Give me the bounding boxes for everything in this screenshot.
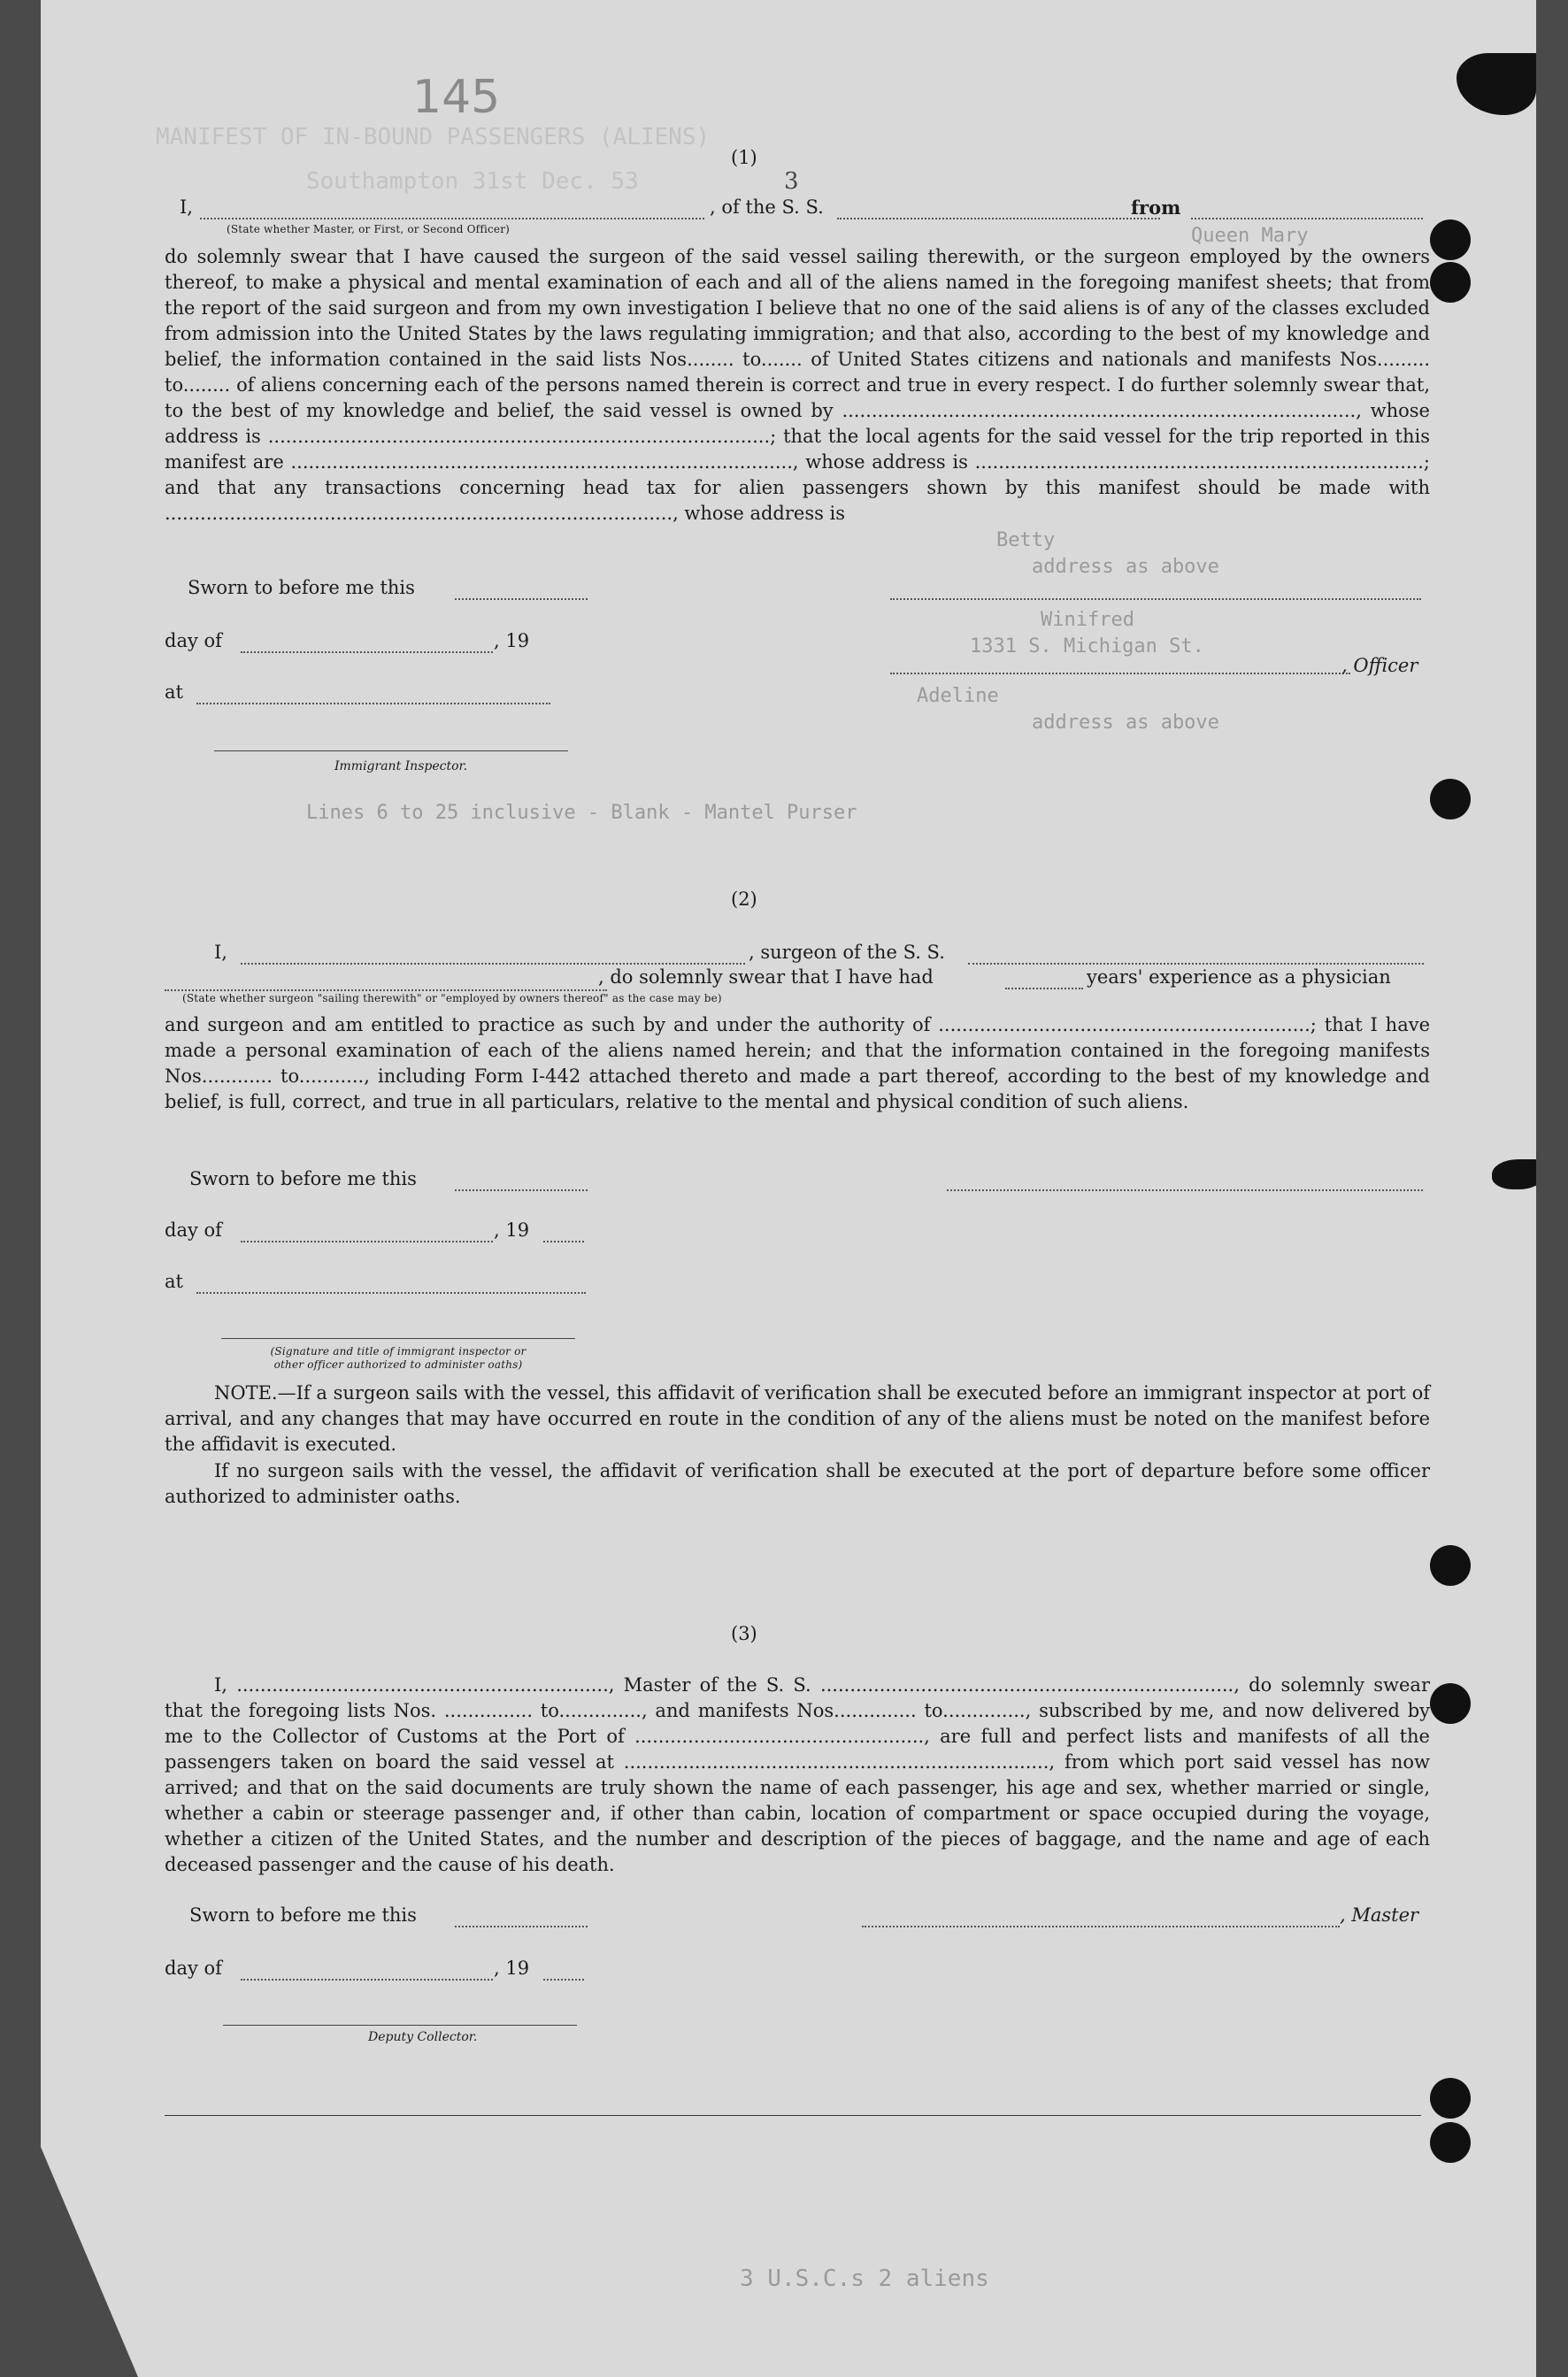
blank-at-place xyxy=(196,703,550,704)
blank-surgeon-name xyxy=(241,963,745,965)
section2-swear: , do solemnly swear that I have had xyxy=(598,966,934,988)
section2-note: NOTE.—If a surgeon sails with the vessel, this affidavit of verification shall be executed before an immigrant inspector at port of arrival, and any changes that may have occurred en route in the condition of any of the aliens must be noted on the manifest before the affidavit is executed. xyxy=(165,1382,1430,1455)
section2-sworn: Sworn to before me this xyxy=(189,1168,417,1189)
section2-day-of: day of xyxy=(165,1219,222,1241)
officer-signature-line xyxy=(890,598,1421,600)
bleed-footer: 3 U.S.C.s 2 aliens xyxy=(740,2265,989,2292)
blank-day-month xyxy=(241,651,493,653)
section1-number: (1) xyxy=(731,147,757,168)
master-signature-line xyxy=(862,1926,1340,1927)
section2-signature-caption-1: (Signature and title of immigrant inspector or xyxy=(270,1345,527,1358)
section1-of-ss: , of the S. S. xyxy=(710,196,824,218)
blank-s2-year xyxy=(543,1241,584,1242)
handwritten-number: 145 xyxy=(412,71,501,124)
section3-master: , Master xyxy=(1340,1904,1419,1926)
blank-sworn-date xyxy=(455,598,588,600)
section1-at: at xyxy=(165,681,183,703)
bleed-name-2: Winifred xyxy=(1041,609,1134,631)
blank-s3-day xyxy=(241,1979,493,1981)
section3-year: , 19 xyxy=(494,1958,530,1979)
section2-surgeon: , surgeon of the S. S. xyxy=(749,942,945,963)
manifest-page xyxy=(41,0,1536,2377)
punch-hole-6 xyxy=(1430,2078,1471,2119)
blank-ship-name xyxy=(837,218,1160,219)
bleed-address-3: address as above xyxy=(1032,712,1219,734)
section2-years: years' experience as a physician xyxy=(1087,966,1391,988)
bleed-address-1: address as above xyxy=(1032,556,1219,578)
punch-hole-2 xyxy=(1430,262,1471,303)
section1-officer: , Officer xyxy=(1341,655,1418,676)
blank-s3-year xyxy=(543,1979,584,1981)
punch-hole-7 xyxy=(1430,2122,1471,2163)
section3-day-of: day of xyxy=(165,1958,222,1979)
inspector-signature-line xyxy=(214,750,568,751)
surgeon-signature-line xyxy=(947,1189,1423,1191)
section1-inspector-caption: Immigrant Inspector. xyxy=(334,759,468,773)
torn-corner xyxy=(1457,53,1536,115)
section1-from: from xyxy=(1131,196,1181,219)
bleed-name-3: Adeline xyxy=(917,685,999,707)
section3-sworn: Sworn to before me this xyxy=(189,1904,417,1926)
blank-officer-name xyxy=(200,218,704,219)
section1-paragraph: do solemnly swear that I have caused the surgeon of the said vessel sailing therewith, or the surgeon employed by the owners thereof, to make a physical and mental examination of each and all of the aliens named in the foregoing manifest sheets; that from the report of the said surgeon and from my own investigation I believe that no one of the said aliens is of any of the classes excluded from admission into the United States by the laws regulating immigration; and that also, according to the best of my knowledge and belief, the information contained in the said lists Nos........ to....... of United States citizens and nationals and manifests Nos......... to........ of aliens concerning each of the persons named therein is correct and true in every respect. I do further solemnly swear that, to the best of my knowledge and belief, the said vessel is owned by ......................................................................................., whose address is .....................................................................................; that the local agents for the said vessel for the trip reported in this manifest are ....................................................................................., whose address is ............................................................................; and that any transactions concerning head tax for alien passengers shown by this manifest should be made with ......................................................................................, whose address is xyxy=(165,246,1430,524)
section2-i: I, xyxy=(214,942,227,963)
punch-hole-5 xyxy=(1430,1683,1471,1724)
blank-surgeon-status xyxy=(165,989,607,991)
section2-note2: If no surgeon sails with the vessel, the affidavit of verification shall be executed at the port of departure before some officer authorized to administer oaths. xyxy=(165,1460,1430,1507)
section3-deputy-caption: Deputy Collector. xyxy=(368,2030,478,2044)
bleed-purser-line: Lines 6 to 25 inclusive - Blank - Mantel Purser xyxy=(306,802,857,824)
s2-signature-line xyxy=(221,1338,575,1339)
section2-at: at xyxy=(165,1271,183,1292)
section2-year: , 19 xyxy=(494,1219,530,1241)
section1-year: , 19 xyxy=(494,630,530,651)
deputy-signature-line xyxy=(223,2025,577,2026)
blank-from-port xyxy=(1191,218,1423,219)
punch-hole-4 xyxy=(1430,1545,1471,1586)
ink-blot xyxy=(1492,1159,1536,1189)
section1-state-note: (State whether Master, or First, or Second Officer) xyxy=(227,223,511,235)
blank-surgeon-ship xyxy=(968,963,1424,965)
punch-hole-3 xyxy=(1430,779,1471,819)
handwritten-mark: 3 xyxy=(784,168,799,195)
bleed-name-1: Betty xyxy=(996,529,1056,551)
section2-state-note: (State whether surgeon "sailing therewith" or "employed by owners thereof" as the case may be) xyxy=(182,992,722,1004)
blank-s2-at xyxy=(196,1292,586,1294)
bottom-rule xyxy=(165,2115,1421,2116)
punch-hole-1 xyxy=(1430,219,1471,260)
section3-paragraph: I, ..............................................................., Master of the S. S. ......................................................................, do solemnly swear that the foregoing lists Nos. ............... to.............., and manifests Nos.............. to.............., subscribed by me, and now delivered by me to the Collector of Customs at the Port of ................................................., are full and perfect lists and manifests of all the passengers taken on board the said vessel at ........................................................................, from which port said vessel has now arrived; and that on the said documents are truly shown the name of each passenger, his age and sex, whether married or single, whether a cabin or steerage passenger and, if other than cabin, location of compartment or space occupied during the voyage, whether a citizen of the United States, and the number and description of the pieces of baggage, and the name and age of each deceased passenger and the cause of his death. xyxy=(165,1674,1430,1875)
header-bleed-1: MANIFEST OF IN-BOUND PASSENGERS (ALIENS) xyxy=(156,124,711,150)
section1-oath-start: I, xyxy=(180,196,193,218)
bleed-address-2: 1331 S. Michigan St. xyxy=(970,635,1204,658)
blank-s2-sworn xyxy=(455,1189,588,1191)
section3-number: (3) xyxy=(731,1623,757,1644)
section2-signature-caption-2: other officer authorized to administer oaths) xyxy=(273,1358,523,1371)
blank-years xyxy=(1005,988,1083,989)
section1-sworn: Sworn to before me this xyxy=(188,577,415,598)
section2-paragraph: and surgeon and am entitled to practice as such by and under the authority of ...............................................................; that I have made a personal examination of each of the aliens named herein; and that the information contained in the foregoing manifests Nos............ to..........., including Form I-442 attached thereto and made a part thereof, according to the best of my knowledge and belief, is full, correct, and true in all particulars, relative to the mental and physical condition of such aliens. xyxy=(165,1014,1430,1112)
blank-s2-day xyxy=(241,1241,493,1242)
blank-s3-sworn xyxy=(455,1926,588,1927)
officer-signature-line-2 xyxy=(890,673,1350,674)
section1-day-of: day of xyxy=(165,630,222,651)
bleed-ship: Queen Mary xyxy=(1191,225,1309,247)
section2-number: (2) xyxy=(731,888,757,910)
header-bleed-2: Southampton 31st Dec. 53 xyxy=(306,168,639,195)
